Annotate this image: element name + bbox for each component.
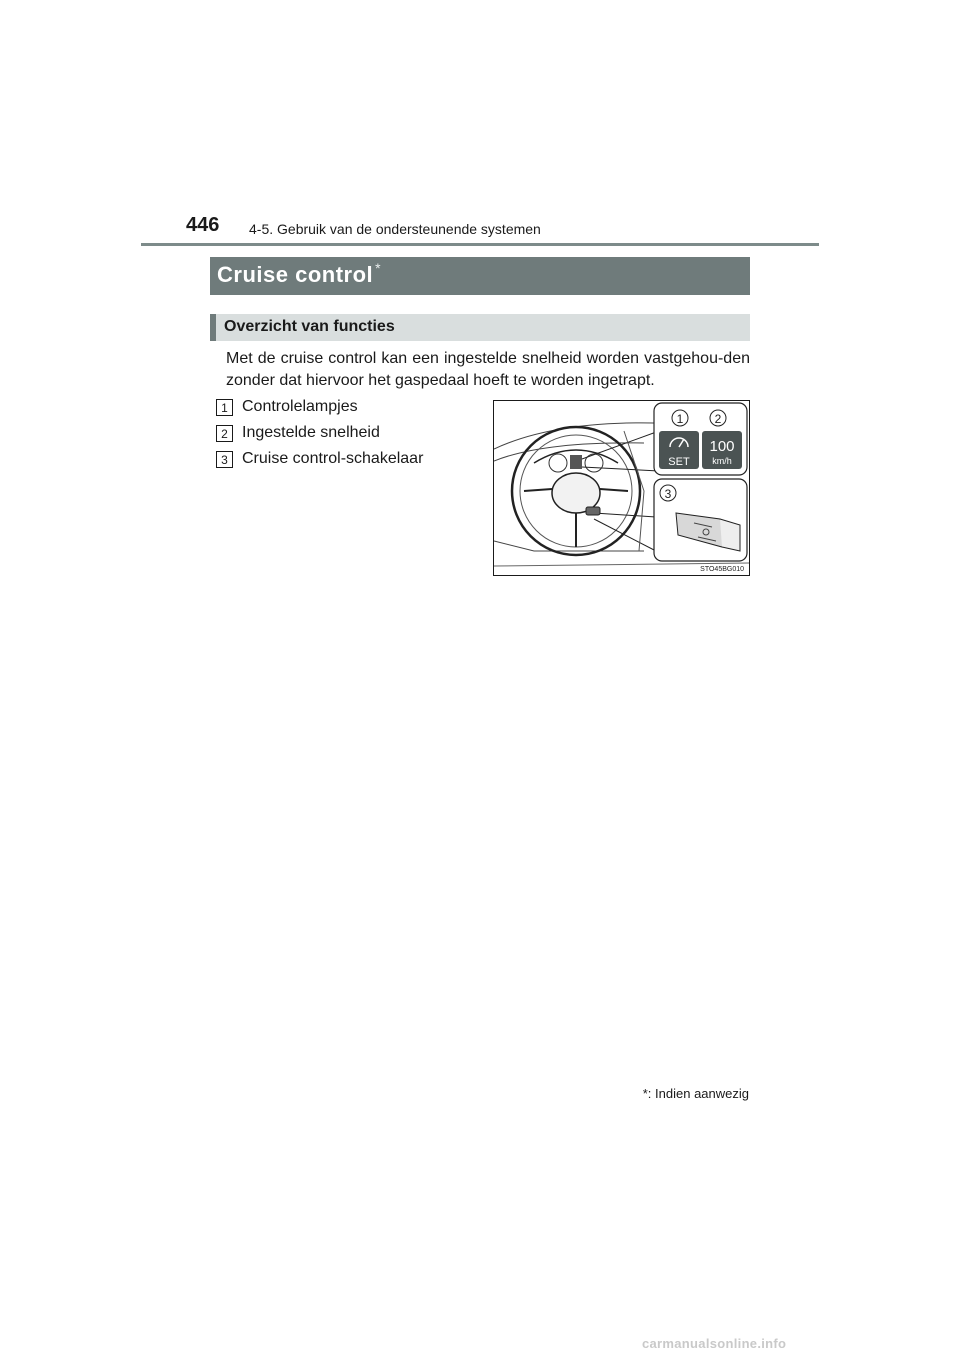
gauge-icon <box>549 454 567 472</box>
subheading-bar <box>210 314 750 341</box>
intro-paragraph: Met de cruise control kan een ingestelde snelheid worden vastgehou-den zonder dat hiervoor het gaspedaal hoeft te worden ingetrapt. <box>226 350 750 389</box>
watermark: carmanualsonline.info <box>642 1336 787 1351</box>
subheading-accent <box>210 314 216 341</box>
leader-line <box>594 513 656 517</box>
section-path: 4-5. Gebruik van de ondersteunende systemen <box>249 221 541 237</box>
steering-wheel-spoke <box>524 489 552 491</box>
leader-line <box>582 431 659 459</box>
cruise-lever <box>586 507 600 515</box>
page-title <box>217 260 382 288</box>
legend-label: Ingestelde snelheid <box>242 424 380 441</box>
illustration-svg <box>494 401 749 575</box>
legend-number: 3 <box>216 451 233 468</box>
page-number: 446 <box>186 214 220 236</box>
legend-number: 2 <box>216 425 233 442</box>
callout-3-label: 3 <box>664 487 672 501</box>
leader-line <box>582 467 659 471</box>
footnote: *: Indien aanwezig <box>642 1086 749 1101</box>
speed-unit: km/h <box>712 456 732 466</box>
speed-value: 100 <box>709 438 735 455</box>
steering-wheel-spoke <box>600 489 628 491</box>
subheading-title: Overzicht van functies <box>224 318 395 335</box>
callout-2-label: 2 <box>714 412 722 426</box>
header-rule <box>141 243 819 246</box>
figure-code: STO45BG010 <box>700 566 744 573</box>
legend-label: Controlelampjes <box>242 398 358 415</box>
dashboard-line <box>494 541 644 551</box>
leader-line <box>594 519 656 551</box>
title-asterisk: * <box>375 260 382 276</box>
callout-1-label: 1 <box>676 412 684 426</box>
cruise-control-illustration <box>493 400 750 576</box>
page-title-text: Cruise control <box>217 262 374 287</box>
set-label: SET <box>668 456 690 468</box>
cluster-display <box>570 455 582 469</box>
lever-tip <box>720 519 740 551</box>
title-bar <box>210 257 750 295</box>
legend-number: 1 <box>216 399 233 416</box>
legend-label: Cruise control-schakelaar <box>242 450 424 467</box>
